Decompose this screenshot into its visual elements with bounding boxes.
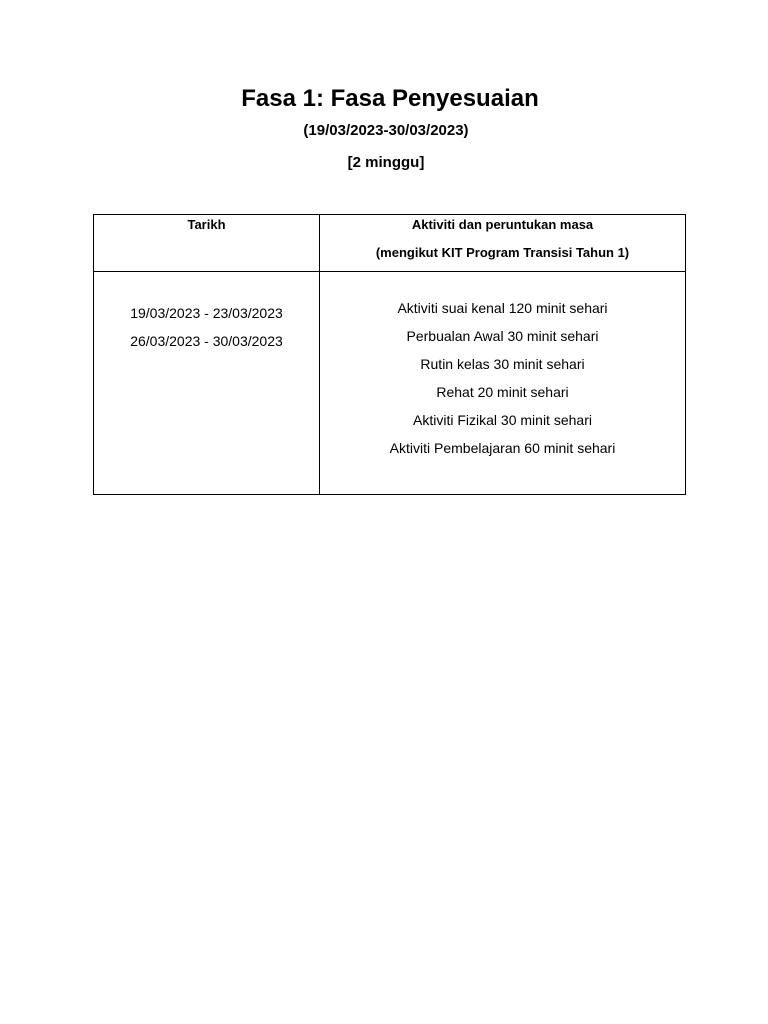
schedule-table bbox=[93, 214, 686, 495]
date-range-row: 19/03/2023 - 23/03/2023 bbox=[130, 305, 283, 321]
header-divider bbox=[94, 271, 685, 272]
page-title: Fasa 1: Fasa Penyesuaian bbox=[241, 85, 539, 112]
date-range-row: 26/03/2023 - 30/03/2023 bbox=[130, 333, 283, 349]
column-header-activity bbox=[320, 215, 685, 261]
activity-item: Aktiviti Fizikal 30 minit sehari bbox=[413, 412, 592, 428]
activity-item: Perbualan Awal 30 minit sehari bbox=[406, 328, 599, 344]
duration-subtitle: [2 minggu] bbox=[347, 154, 425, 171]
activities-cell bbox=[320, 294, 685, 462]
activity-item: Rehat 20 minit sehari bbox=[436, 384, 569, 400]
activity-item: Rutin kelas 30 minit sehari bbox=[420, 356, 585, 372]
column-header-activity-title: Aktiviti dan peruntukan masa bbox=[411, 217, 594, 232]
activity-item: Aktiviti suai kenal 120 minit sehari bbox=[397, 300, 608, 316]
date-range-subtitle: (19/03/2023-30/03/2023) bbox=[303, 122, 469, 139]
column-header-activity-note: (mengikut KIT Program Transisi Tahun 1) bbox=[375, 245, 630, 260]
dates-cell bbox=[94, 299, 319, 355]
activity-item: Aktiviti Pembelajaran 60 minit sehari bbox=[389, 440, 616, 456]
column-header-date: Tarikh bbox=[187, 217, 226, 232]
